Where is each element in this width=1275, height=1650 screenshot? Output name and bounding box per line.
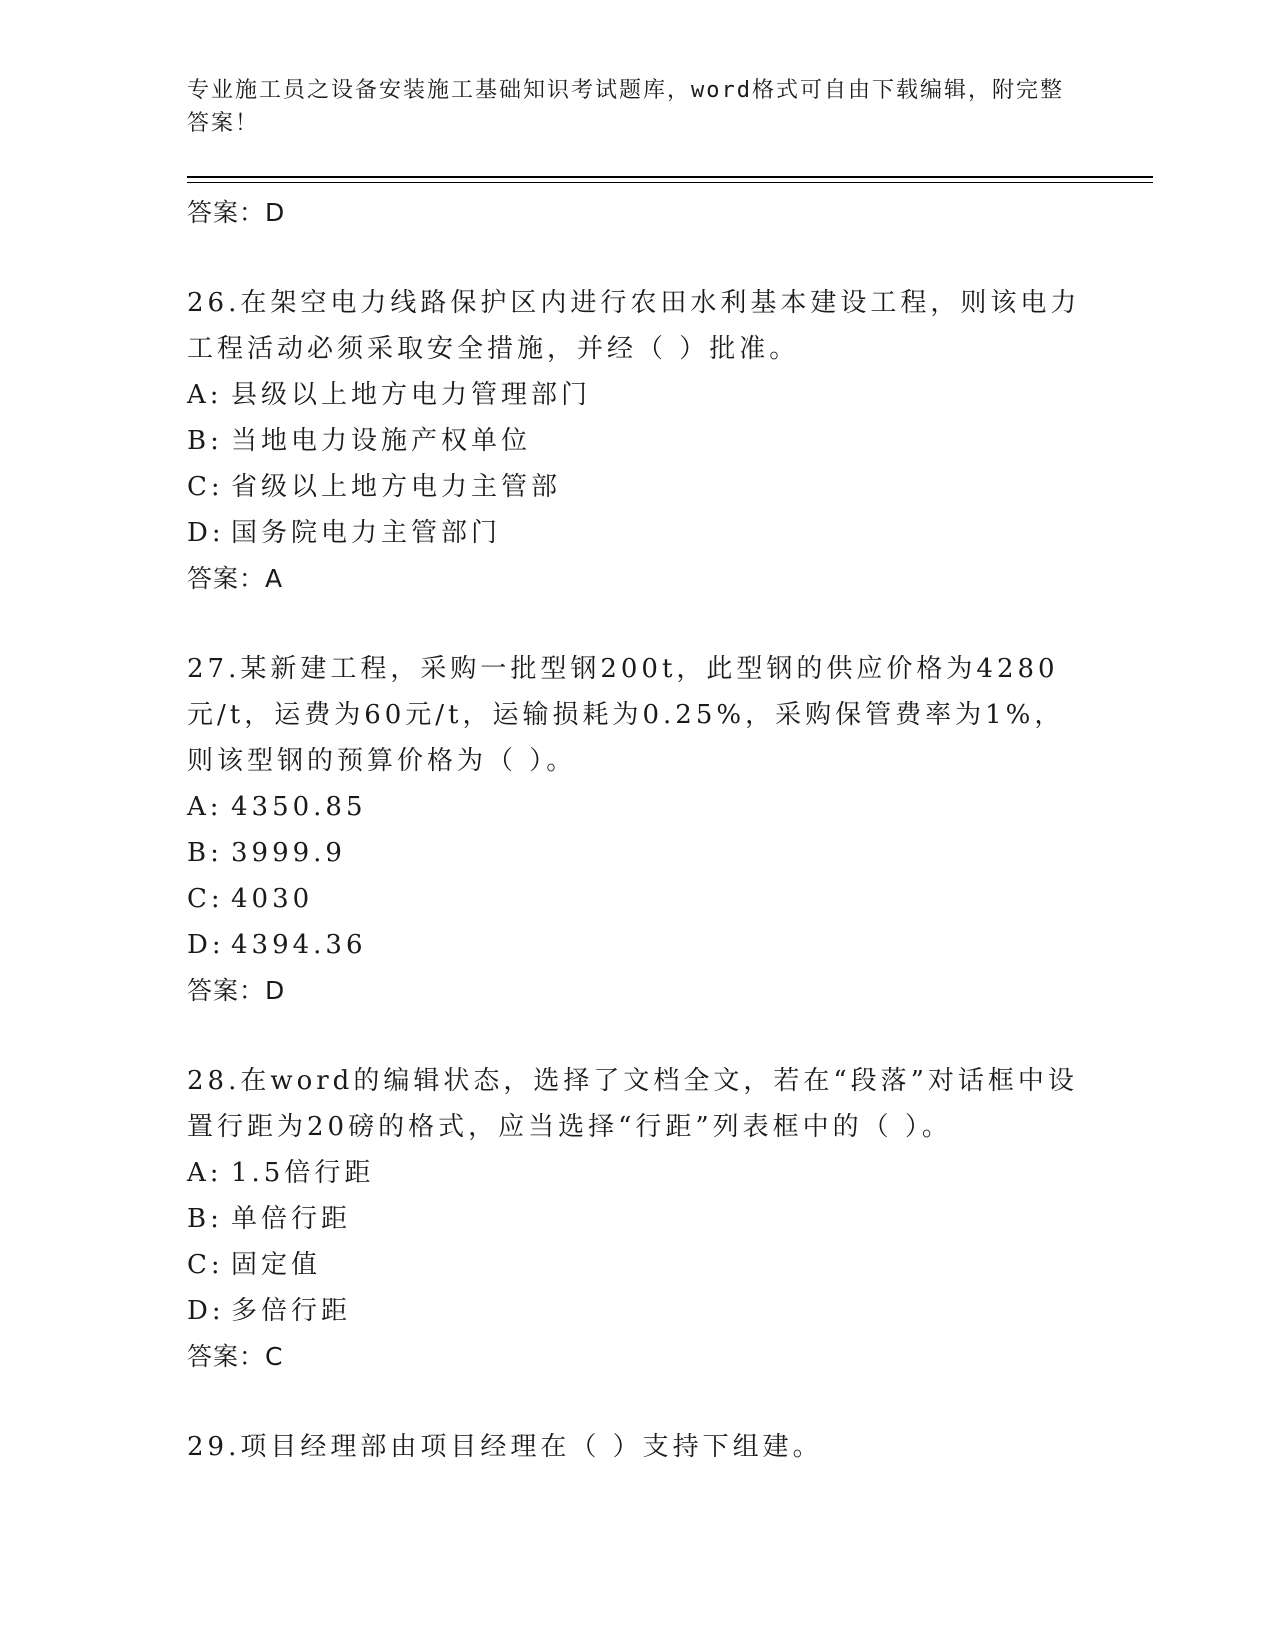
option-text: 多倍行距 (231, 1296, 352, 1326)
header-divider (187, 176, 1153, 178)
option-label: D: (187, 930, 225, 960)
option-text: 4030 (231, 884, 314, 914)
question-list (187, 190, 1087, 1470)
question-stem: 27.某新建工程，采购一批型钢200t，此型钢的供应价格为4280元/t，运费为60元/t，运输损耗为0.25%，采购保管费率为1%，则该型钢的预算价格为（ ）。 (187, 654, 1065, 776)
option-b (187, 830, 1087, 876)
option-label: C: (187, 884, 224, 914)
question-item (187, 646, 1087, 1014)
option-a (187, 1150, 1087, 1196)
option-text: 当地电力设施产权单位 (231, 426, 532, 456)
option-text: 1.5倍行距 (231, 1158, 375, 1188)
answer-line: 答案：D (187, 198, 286, 227)
question-item (187, 280, 1087, 602)
option-text: 4350.85 (231, 792, 367, 822)
option-b (187, 418, 1087, 464)
option-text: 国务院电力主管部门 (231, 518, 502, 548)
answer-line: 答案：C (187, 1342, 284, 1371)
option-label: A: (187, 380, 223, 410)
option-c (187, 1242, 1087, 1288)
option-label: A: (187, 1158, 223, 1188)
option-text: 省级以上地方电力主管部 (231, 472, 562, 502)
option-text: 单倍行距 (231, 1204, 352, 1234)
option-b (187, 1196, 1087, 1242)
option-text: 县级以上地方电力管理部门 (231, 380, 592, 410)
option-label: B: (187, 1204, 223, 1234)
option-label: B: (187, 426, 223, 456)
document-header: 专业施工员之设备安装施工基础知识考试题库，word格式可自由下载编辑，附完整答案！ (187, 78, 1064, 136)
option-d (187, 1288, 1087, 1334)
option-a (187, 784, 1087, 830)
header-divider-thin (187, 182, 1153, 183)
option-label: D: (187, 518, 225, 548)
option-label: C: (187, 1250, 224, 1280)
answer-line: 答案：A (187, 564, 284, 593)
option-label: C: (187, 472, 224, 502)
option-label: D: (187, 1296, 225, 1326)
question-item (187, 1058, 1087, 1380)
option-label: B: (187, 838, 223, 868)
answer-line: 答案：D (187, 976, 286, 1005)
question-stem: 26.在架空电力线路保护区内进行农田水利基本建设工程，则该电力工程活动必须采取安全措施，并经（ ）批准。 (187, 288, 1081, 364)
option-c (187, 876, 1087, 922)
option-text: 固定值 (231, 1250, 322, 1280)
option-d (187, 510, 1087, 556)
option-text: 4394.36 (231, 930, 367, 960)
question-item (187, 1424, 1087, 1470)
option-c (187, 464, 1087, 510)
question-stem: 28.在word的编辑状态，选择了文档全文，若在“段落”对话框中设置行距为20磅的格式，应当选择“行距”列表框中的（ ）。 (187, 1066, 1078, 1142)
option-d (187, 922, 1087, 968)
option-text: 3999.9 (231, 838, 346, 868)
option-label: A: (187, 792, 223, 822)
question-stem: 29.项目经理部由项目经理在（ ）支持下组建。 (187, 1432, 823, 1462)
option-a (187, 372, 1087, 418)
